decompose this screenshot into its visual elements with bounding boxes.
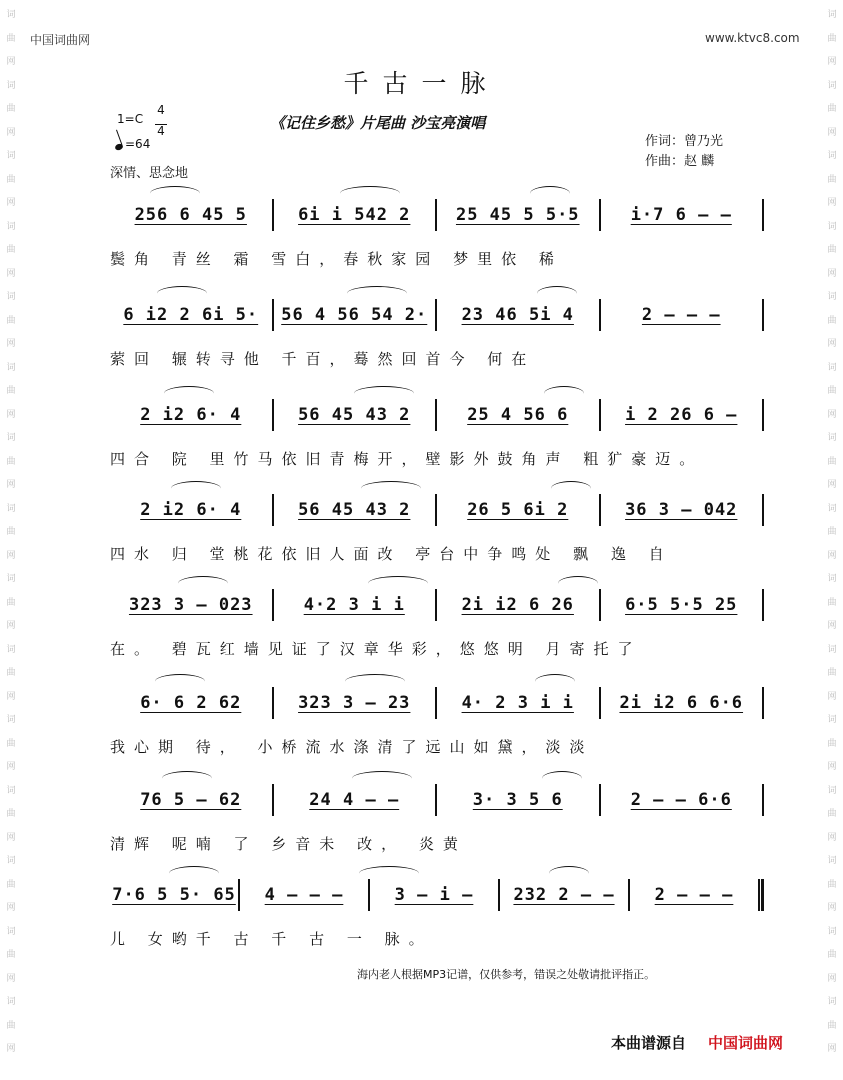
watermark-glyph: 词 — [6, 997, 16, 1007]
measure: 25 4 56 6 — [467, 405, 569, 425]
source-attribution — [611, 1032, 783, 1053]
watermark-glyph: 词 — [6, 856, 16, 866]
lyricist-credit: 作词：曾乃光 — [645, 134, 724, 149]
watermark-glyph: 词 — [827, 856, 837, 866]
slur-mark — [558, 576, 598, 591]
slur-mark — [171, 481, 221, 496]
slur-mark — [345, 674, 405, 689]
watermark-glyph: 曲 — [6, 104, 16, 114]
lyrics-line: 萦回 辗转寻他 千百，蓦然回首今 何在 — [110, 350, 536, 368]
watermark-glyph: 曲 — [6, 950, 16, 960]
final-barline — [758, 879, 764, 911]
lyrics-line: 四合 院 里竹马依旧青梅开，壁影外鼓角声 粗犷豪迈。 — [110, 450, 704, 468]
watermark-glyph: 词 — [6, 574, 16, 584]
time-signature-bottom: 4 — [157, 124, 165, 138]
song-subtitle: 《记住乡愁》片尾曲 沙宝亮演唱 — [270, 114, 486, 132]
music-system — [110, 880, 764, 976]
watermark-glyph: 曲 — [6, 1020, 16, 1031]
measure: 2i i2 6 6·6 — [619, 693, 744, 713]
watermark-glyph: 网 — [6, 691, 16, 702]
lyrics-line: 在。 碧瓦红墙见证了汉章华彩，悠悠明 月寄托了 — [110, 640, 642, 658]
measure: 76 5 – 62 — [140, 790, 242, 810]
watermark-glyph: 词 — [827, 997, 837, 1007]
slur-mark — [530, 186, 570, 201]
watermark-glyph: 词 — [6, 221, 16, 232]
watermark-glyph: 词 — [827, 221, 837, 232]
watermark-glyph: 网 — [827, 832, 837, 843]
measure: 4 – – – — [264, 885, 344, 905]
song-title: 千古一脉 — [343, 69, 500, 98]
measure: 56 45 43 2 — [298, 500, 411, 520]
notation-row — [110, 880, 764, 910]
slur-mark — [535, 674, 575, 689]
measure: 56 45 43 2 — [298, 405, 411, 425]
music-system — [110, 688, 764, 784]
composer-credit: 作曲：赵 麟 — [645, 154, 715, 169]
barline — [762, 199, 764, 231]
notation-row — [110, 688, 764, 718]
watermark-glyph: 网 — [6, 973, 16, 984]
slur-mark — [162, 771, 212, 786]
source-brand-link[interactable]: 中国词曲网 — [708, 1034, 784, 1052]
measure: 23 46 5i 4 — [461, 305, 574, 325]
measure: 4· 2 3 i i — [461, 693, 574, 713]
watermark-glyph: 网 — [6, 621, 16, 631]
tempo-marking — [115, 137, 150, 151]
measure: 2 – – – — [654, 885, 734, 905]
watermark-glyph: 网 — [827, 268, 837, 279]
watermark-glyph: 词 — [6, 362, 16, 373]
watermark-glyph: 曲 — [6, 597, 16, 608]
barline — [762, 399, 764, 431]
slur-mark — [347, 286, 407, 301]
notation-row — [110, 200, 764, 230]
watermark-glyph: 曲 — [827, 315, 837, 326]
watermark-glyph: 网 — [827, 480, 837, 490]
watermark-glyph: 词 — [827, 715, 837, 725]
watermark-glyph: 网 — [6, 198, 16, 208]
watermark-glyph: 网 — [827, 903, 837, 913]
watermark-glyph: 词 — [827, 151, 837, 161]
watermark-glyph: 网 — [6, 762, 16, 772]
measure: 2i i2 6 26 — [461, 595, 574, 615]
watermark-glyph: 词 — [6, 926, 16, 937]
lyrics-line: 我心期 待， 小桥流水涤清了远山如黛，淡淡 — [110, 738, 594, 756]
watermark-glyph: 网 — [6, 409, 16, 420]
watermark-glyph: 曲 — [6, 809, 16, 819]
watermark-glyph: 网 — [6, 1044, 16, 1054]
slur-mark — [537, 286, 577, 301]
measure: 232 2 – – — [513, 885, 615, 905]
slur-mark — [155, 674, 205, 689]
watermark-glyph: 网 — [827, 409, 837, 420]
watermark-glyph: 曲 — [6, 738, 16, 749]
watermark-glyph: 曲 — [827, 668, 837, 678]
notation-row — [110, 400, 764, 430]
watermark-glyph: 词 — [827, 292, 837, 302]
measure: 2 i2 6· 4 — [140, 405, 242, 425]
music-system — [110, 590, 764, 686]
barline — [762, 494, 764, 526]
watermark-glyph: 曲 — [6, 33, 16, 44]
watermark-glyph: 网 — [827, 339, 837, 349]
slur-mark — [178, 576, 228, 591]
measure: 36 3 – 042 — [625, 500, 738, 520]
watermark-glyph: 曲 — [6, 315, 16, 326]
key-signature: 1=C — [117, 112, 144, 126]
watermark-glyph: 曲 — [6, 174, 16, 185]
slur-mark — [359, 866, 419, 881]
watermark-glyph: 网 — [6, 339, 16, 349]
measure: 6· 6 2 62 — [140, 693, 242, 713]
watermark-glyph: 词 — [827, 503, 837, 514]
watermark-glyph: 曲 — [827, 245, 837, 255]
notation-row — [110, 590, 764, 620]
music-system — [110, 300, 764, 396]
watermark-glyph: 词 — [6, 80, 16, 91]
watermark-glyph: 网 — [827, 198, 837, 208]
watermark-glyph: 词 — [6, 10, 16, 20]
lyrics-line: 儿 女哟千 古 千 古 一 脉。 — [110, 930, 433, 948]
watermark-glyph: 曲 — [827, 527, 837, 537]
music-system — [110, 200, 764, 296]
slur-mark — [340, 186, 400, 201]
watermark-glyph: 网 — [6, 550, 16, 561]
transcriber-note: 海内老人根据MP3记谱，仅供参考，错误之处敬请批评指正。 — [357, 968, 656, 981]
watermark-glyph: 曲 — [6, 879, 16, 890]
watermark-glyph: 词 — [827, 574, 837, 584]
watermark-glyph: 曲 — [827, 1020, 837, 1031]
measure: 24 4 – – — [309, 790, 400, 810]
notation-row — [110, 495, 764, 525]
measure: 7·6 5 5· 65 — [112, 885, 236, 905]
slur-mark — [361, 481, 421, 496]
barline — [762, 299, 764, 331]
measure: 4·2 3 i i — [303, 595, 405, 615]
slur-mark — [551, 481, 591, 496]
slur-mark — [352, 771, 412, 786]
lyrics-line: 四水 归 堂桃花依旧人面改 亭台中争鸣处 飘 逸 自 — [110, 545, 673, 563]
measure: 3· 3 5 6 — [472, 790, 563, 810]
site-url-header[interactable]: www.ktvc8.com — [705, 31, 800, 45]
watermark-glyph: 曲 — [6, 245, 16, 255]
time-signature-top: 4 — [157, 103, 165, 117]
measure: 56 4 56 54 2· — [281, 305, 428, 325]
watermark-glyph: 曲 — [6, 668, 16, 678]
measure: i 2 26 6 – — [625, 405, 738, 425]
measure: 6 i2 2 6i 5· — [123, 305, 259, 325]
lyrics-line: 鬓角 青丝 霜 雪白，春秋家园 梦里依 稀 — [110, 250, 563, 268]
slur-mark — [157, 286, 207, 301]
site-name-header: 中国词曲网 — [30, 33, 91, 47]
slur-mark — [368, 576, 428, 591]
watermark-glyph: 词 — [827, 785, 837, 796]
measure: 6·5 5·5 25 — [625, 595, 738, 615]
watermark-glyph: 词 — [6, 503, 16, 514]
tempo-value: =64 — [125, 137, 151, 151]
watermark-glyph: 网 — [827, 621, 837, 631]
watermark-glyph: 网 — [827, 550, 837, 561]
watermark-glyph: 网 — [6, 832, 16, 843]
watermark-glyph: 网 — [827, 127, 837, 138]
watermark-glyph: 曲 — [827, 33, 837, 44]
measure: i·7 6 – – — [630, 205, 732, 225]
watermark-glyph: 词 — [827, 433, 837, 443]
watermark-glyph: 网 — [6, 268, 16, 279]
watermark-glyph: 词 — [6, 433, 16, 443]
slur-mark — [354, 386, 414, 401]
slur-mark — [169, 866, 219, 881]
quarter-note-icon — [114, 143, 124, 151]
measure: 2 – – 6·6 — [630, 790, 732, 810]
watermark-glyph: 网 — [827, 57, 837, 67]
watermark-glyph: 词 — [827, 10, 837, 20]
watermark-glyph: 曲 — [6, 527, 16, 537]
watermark-glyph: 网 — [827, 1044, 837, 1054]
notation-row — [110, 785, 764, 815]
measure: 2 i2 6· 4 — [140, 500, 242, 520]
watermark-glyph: 词 — [6, 151, 16, 161]
watermark-glyph: 曲 — [827, 809, 837, 819]
watermark-glyph: 曲 — [6, 456, 16, 467]
watermark-glyph: 网 — [6, 903, 16, 913]
barline — [762, 784, 764, 816]
measure: 25 45 5 5·5 — [455, 205, 580, 225]
watermark-glyph: 网 — [6, 57, 16, 67]
measure: 26 5 6i 2 — [467, 500, 569, 520]
watermark-glyph: 曲 — [6, 386, 16, 396]
barline — [762, 589, 764, 621]
right-watermark-strip — [821, 0, 843, 1080]
watermark-glyph: 网 — [827, 973, 837, 984]
watermark-glyph: 词 — [827, 362, 837, 373]
watermark-glyph: 曲 — [827, 738, 837, 749]
measure: 323 3 – 023 — [128, 595, 253, 615]
watermark-glyph: 曲 — [827, 456, 837, 467]
watermark-glyph: 曲 — [827, 174, 837, 185]
watermark-glyph: 词 — [6, 644, 16, 655]
source-label: 本曲谱源自 — [611, 1034, 687, 1052]
left-watermark-strip — [0, 0, 22, 1080]
measure: 6i i 542 2 — [298, 205, 411, 225]
watermark-glyph: 词 — [827, 644, 837, 655]
slur-mark — [542, 771, 582, 786]
notation-row — [110, 300, 764, 330]
watermark-glyph: 词 — [6, 715, 16, 725]
watermark-glyph: 曲 — [827, 386, 837, 396]
barline — [762, 687, 764, 719]
slur-mark — [164, 386, 214, 401]
slur-mark — [549, 866, 589, 881]
slur-mark — [544, 386, 584, 401]
watermark-glyph: 曲 — [827, 597, 837, 608]
watermark-glyph: 词 — [827, 926, 837, 937]
watermark-glyph: 曲 — [827, 950, 837, 960]
watermark-glyph: 网 — [6, 127, 16, 138]
watermark-glyph: 网 — [6, 480, 16, 490]
measure: 3 – i – — [394, 885, 474, 905]
watermark-glyph: 词 — [6, 785, 16, 796]
measure: 323 3 – 23 — [298, 693, 411, 713]
expression-marking: 深情、思念地 — [110, 166, 189, 181]
watermark-glyph: 曲 — [827, 104, 837, 114]
lyrics-line: 清辉 呢喃 了 乡音未 改， 炎黄 — [110, 835, 467, 853]
slur-mark — [150, 186, 200, 201]
watermark-glyph: 词 — [827, 80, 837, 91]
watermark-glyph: 词 — [6, 292, 16, 302]
watermark-glyph: 网 — [827, 762, 837, 772]
measure: 256 6 45 5 — [134, 205, 247, 225]
watermark-glyph: 曲 — [827, 879, 837, 890]
measure: 2 – – – — [641, 305, 721, 325]
watermark-glyph: 网 — [827, 691, 837, 702]
